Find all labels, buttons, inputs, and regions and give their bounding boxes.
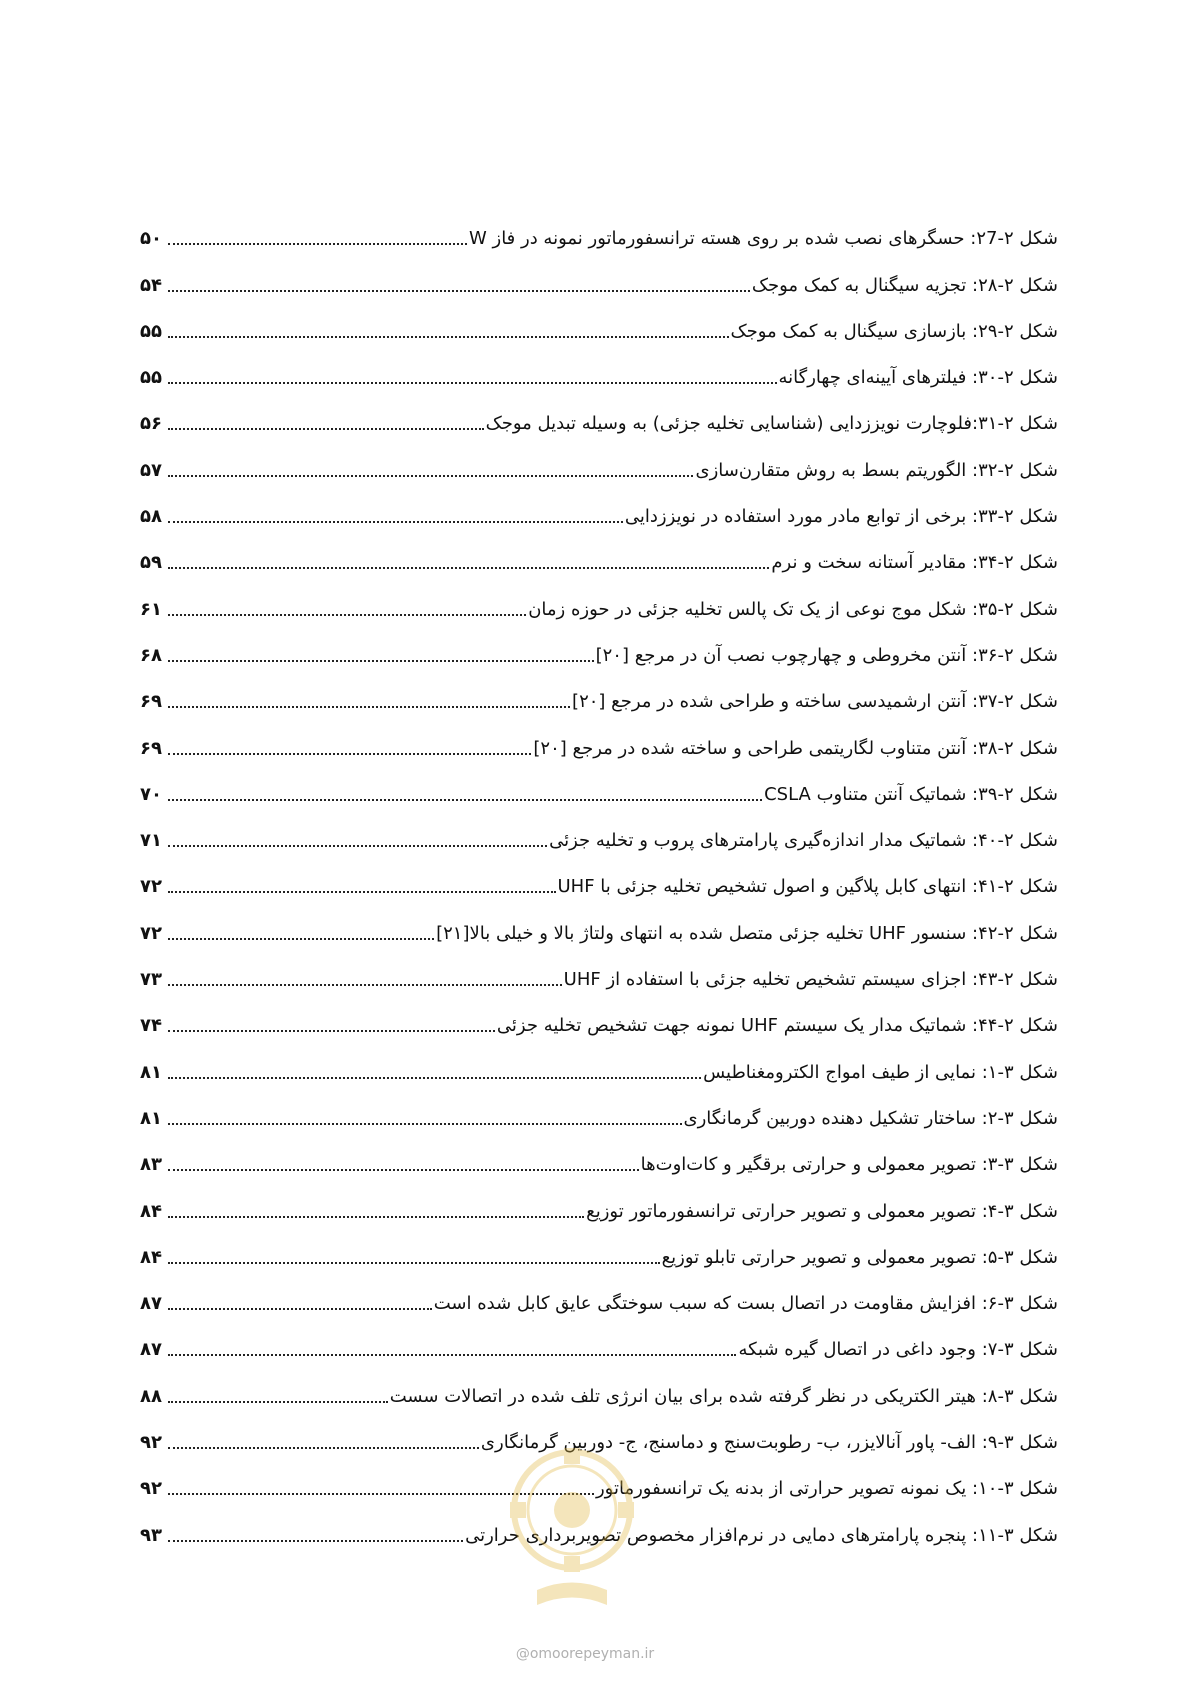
toc-entry[interactable] [140, 816, 1058, 862]
dot-leader [168, 1077, 701, 1079]
toc-entry-label: شکل ۲-۳۳: برخی از توابع مادر مورد استفاده در نویززدایی [624, 506, 1058, 528]
toc-entry-label: شکل ۲-۳۱:فلوچارت نویززدایی (شناسایی تخلیه جزئی) به وسیله تبدیل موجک [485, 413, 1058, 435]
dot-leader [168, 1030, 495, 1032]
toc-entry[interactable] [140, 1279, 1058, 1325]
toc-entry[interactable] [140, 538, 1058, 584]
toc-entry-label: شکل ۲-۴۳: اجزای سیستم تشخیص تخلیه جزئی با استفاده از UHF [563, 969, 1058, 991]
toc-entry-page-number: ۸۱ [140, 1061, 162, 1083]
toc-entry[interactable] [140, 1001, 1058, 1047]
toc-entry-page-number: ۵۴ [140, 274, 162, 296]
dot-leader [168, 938, 434, 940]
toc-entry-label: شکل ۲-۳۲: الگوریتم بسط به روش متقارن‌سازی [695, 459, 1058, 481]
toc-entry-page-number: ۸۸ [140, 1385, 162, 1407]
toc-entry-label: شکل ۳-۴: تصویر معمولی و تصویر حرارتی ترانسفورماتور توزیع [586, 1200, 1058, 1222]
toc-entry[interactable] [140, 955, 1058, 1001]
toc-entry-page-number: ۵۵ [140, 367, 162, 389]
emblem-seal-icon [497, 1440, 647, 1620]
dot-leader [168, 475, 693, 477]
toc-entry-label: شکل ۲-۲۹: بازسازی سیگنال به کمک موجک [730, 320, 1058, 342]
toc-entry-page-number: ۸۳ [140, 1154, 162, 1176]
toc-entry[interactable] [140, 1186, 1058, 1232]
toc-entry-label: شکل ۳-۳: تصویر معمولی و حرارتی برقگیر و کات‌اوت‌ها [640, 1154, 1058, 1176]
toc-entry[interactable] [140, 445, 1058, 491]
toc-entry-label: شکل ۲-۳۹: شماتیک آنتن متناوب CSLA [764, 783, 1058, 805]
toc-entry-label: شکل ۲-۴۱: انتهای کابل پلاگین و اصول تشخیص تخلیه جزئی با UHF [557, 876, 1058, 898]
toc-entry-label: شکل ۳-۲: ساختار تشکیل دهنده دوربین گرمانگاری [683, 1107, 1058, 1129]
dot-leader [168, 845, 547, 847]
toc-entry-page-number: ۵۵ [140, 320, 162, 342]
dot-leader [168, 428, 484, 430]
toc-entry-label: شکل ۳-۵: تصویر معمولی و تصویر حرارتی تابلو توزیع [661, 1246, 1058, 1268]
dot-leader [168, 891, 556, 893]
toc-entry[interactable] [140, 307, 1058, 353]
toc-entry-label: شکل ۳-۱۱: پنجره پارامترهای دمایی در نرم‌افزار مخصوص تصویربرداری حرارتی [465, 1524, 1058, 1546]
toc-entry-page-number: ۷۱ [140, 830, 162, 852]
toc-entry[interactable] [140, 908, 1058, 954]
dot-leader [168, 382, 777, 384]
toc-entry[interactable] [140, 1325, 1058, 1371]
toc-entry-page-number: ۵۶ [140, 413, 162, 435]
toc-entry[interactable] [140, 353, 1058, 399]
toc-entry-label: شکل ۳-۶: افزایش مقاومت در اتصال بست که سبب سوختگی عایق کابل شده است [433, 1293, 1058, 1315]
toc-entry-page-number: ۸۴ [140, 1200, 162, 1222]
toc-entry-page-number: ۶۱ [140, 598, 162, 620]
dot-leader [168, 567, 769, 569]
toc-entry[interactable] [140, 260, 1058, 306]
toc-entry-page-number: ۶۸ [140, 644, 162, 666]
toc-entry[interactable] [140, 1140, 1058, 1186]
toc-entry-page-number: ۸۷ [140, 1293, 162, 1315]
watermark-url: @omoorepeyman.ir [515, 1646, 655, 1662]
toc-entry[interactable] [140, 584, 1058, 630]
toc-entry-label: شکل ۲-۲7: حسگرهای نصب شده بر روی هسته ترانسفورماتور نمونه در فاز W [468, 228, 1058, 250]
toc-entry[interactable] [140, 723, 1058, 769]
dot-leader [168, 706, 570, 708]
toc-entry[interactable] [140, 214, 1058, 260]
toc-entry-page-number: ۹۳ [140, 1524, 162, 1546]
dot-leader [168, 521, 623, 523]
toc-entry-page-number: ۷۳ [140, 969, 162, 991]
dot-leader [168, 290, 750, 292]
dot-leader [168, 1447, 479, 1449]
toc-entry-label: شکل ۲-۳۵: شکل موج نوعی از یک تک پالس تخلیه جزئی در حوزه زمان [528, 598, 1058, 620]
toc-entry-page-number: ۶۹ [140, 737, 162, 759]
toc-entry-label: شکل ۲-۳۴: مقادیر آستانه سخت و نرم [771, 552, 1058, 574]
toc-entry[interactable] [140, 631, 1058, 677]
toc-entry[interactable] [140, 1233, 1058, 1279]
toc-entry-label: شکل ۳-۱۰: یک نمونه تصویر حرارتی از بدنه یک ترانسفورماتور [595, 1478, 1058, 1500]
dot-leader [168, 1540, 463, 1542]
toc-entry-page-number: ۶۹ [140, 691, 162, 713]
toc-entry-page-number: ۵۷ [140, 459, 162, 481]
toc-entry-page-number: ۸۷ [140, 1339, 162, 1361]
toc-entry-page-number: ۵۰ [140, 228, 162, 250]
toc-entry-page-number: ۵۹ [140, 552, 162, 574]
toc-entry[interactable] [140, 1094, 1058, 1140]
dot-leader [168, 984, 562, 986]
toc-entry[interactable] [140, 770, 1058, 816]
toc-entry[interactable] [140, 492, 1058, 538]
toc-entry-label: شکل ۲-۳۰: فیلترهای آیینه‌ای چهارگانه [778, 367, 1058, 389]
toc-entry[interactable] [140, 677, 1058, 723]
dot-leader [168, 1354, 736, 1356]
toc-entry-label: شکل ۳-۸: هیتر الکتریکی در نظر گرفته شده برای بیان انرژی تلف شده در اتصالات سست [389, 1385, 1058, 1407]
toc-entry[interactable] [140, 1371, 1058, 1417]
toc-entry-label: شکل ۳-۷: وجود داغی در اتصال گیره شبکه [738, 1339, 1058, 1361]
toc-entry-label: شکل ۳-۱: نمایی از طیف امواج الکترومغناطیس [703, 1061, 1058, 1083]
dot-leader [168, 1308, 432, 1310]
toc-entry-label: شکل ۲-۳۸: آنتن متناوب لگاریتمی طراحی و ساخته شده در مرجع [۲۰] [533, 737, 1058, 759]
list-of-figures [140, 214, 1058, 1557]
toc-entry-page-number: ۷۴ [140, 1015, 162, 1037]
toc-entry-page-number: ۷۰ [140, 783, 162, 805]
toc-entry-label: شکل ۲-۴۲: سنسور UHF تخلیه جزئی متصل شده به انتهای ولتاژ بالا و خیلی بالا[۲۱] [436, 922, 1058, 944]
toc-entry-page-number: ۹۲ [140, 1432, 162, 1454]
dot-leader [168, 1169, 639, 1171]
dot-leader [168, 1401, 388, 1403]
toc-entry-label: شکل ۲-۳۶: آنتن مخروطی و چهارچوب نصب آن در مرجع [۲۰] [595, 644, 1058, 666]
dot-leader [168, 336, 729, 338]
toc-entry[interactable] [140, 399, 1058, 445]
toc-entry[interactable] [140, 1047, 1058, 1093]
toc-entry-page-number: ۸۱ [140, 1107, 162, 1129]
toc-entry-label: شکل ۲-۲۸: تجزیه سیگنال به کمک موجک [751, 274, 1058, 296]
toc-entry-page-number: ۷۲ [140, 922, 162, 944]
dot-leader [168, 1262, 660, 1264]
toc-entry-page-number: ۷۲ [140, 876, 162, 898]
dot-leader [168, 1123, 682, 1125]
toc-entry-page-number: ۹۲ [140, 1478, 162, 1500]
toc-entry-label: شکل ۲-۴۰: شماتیک مدار اندازه‌گیری پارامترهای پروب و تخلیه جزئی [549, 830, 1058, 852]
dot-leader [168, 660, 594, 662]
toc-entry-page-number: ۸۴ [140, 1246, 162, 1268]
dot-leader [168, 614, 526, 616]
dot-leader [168, 753, 531, 755]
toc-entry-label: شکل ۲-۳۷: آنتن ارشمیدسی ساخته و طراحی شده در مرجع [۲۰] [572, 691, 1058, 713]
toc-entry[interactable] [140, 862, 1058, 908]
dot-leader [168, 1216, 584, 1218]
dot-leader [168, 243, 467, 245]
toc-entry-label: شکل ۳-۹: الف- پاور آنالایزر، ب- رطوبت‌سنج و دماسنج، ج- دوربین گرمانگاری [480, 1432, 1058, 1454]
dot-leader [168, 799, 762, 801]
toc-entry-page-number: ۵۸ [140, 506, 162, 528]
toc-entry-label: شکل ۲-۴۴: شماتیک مدار یک سیستم UHF نمونه جهت تشخیص تخلیه جزئی [496, 1015, 1058, 1037]
